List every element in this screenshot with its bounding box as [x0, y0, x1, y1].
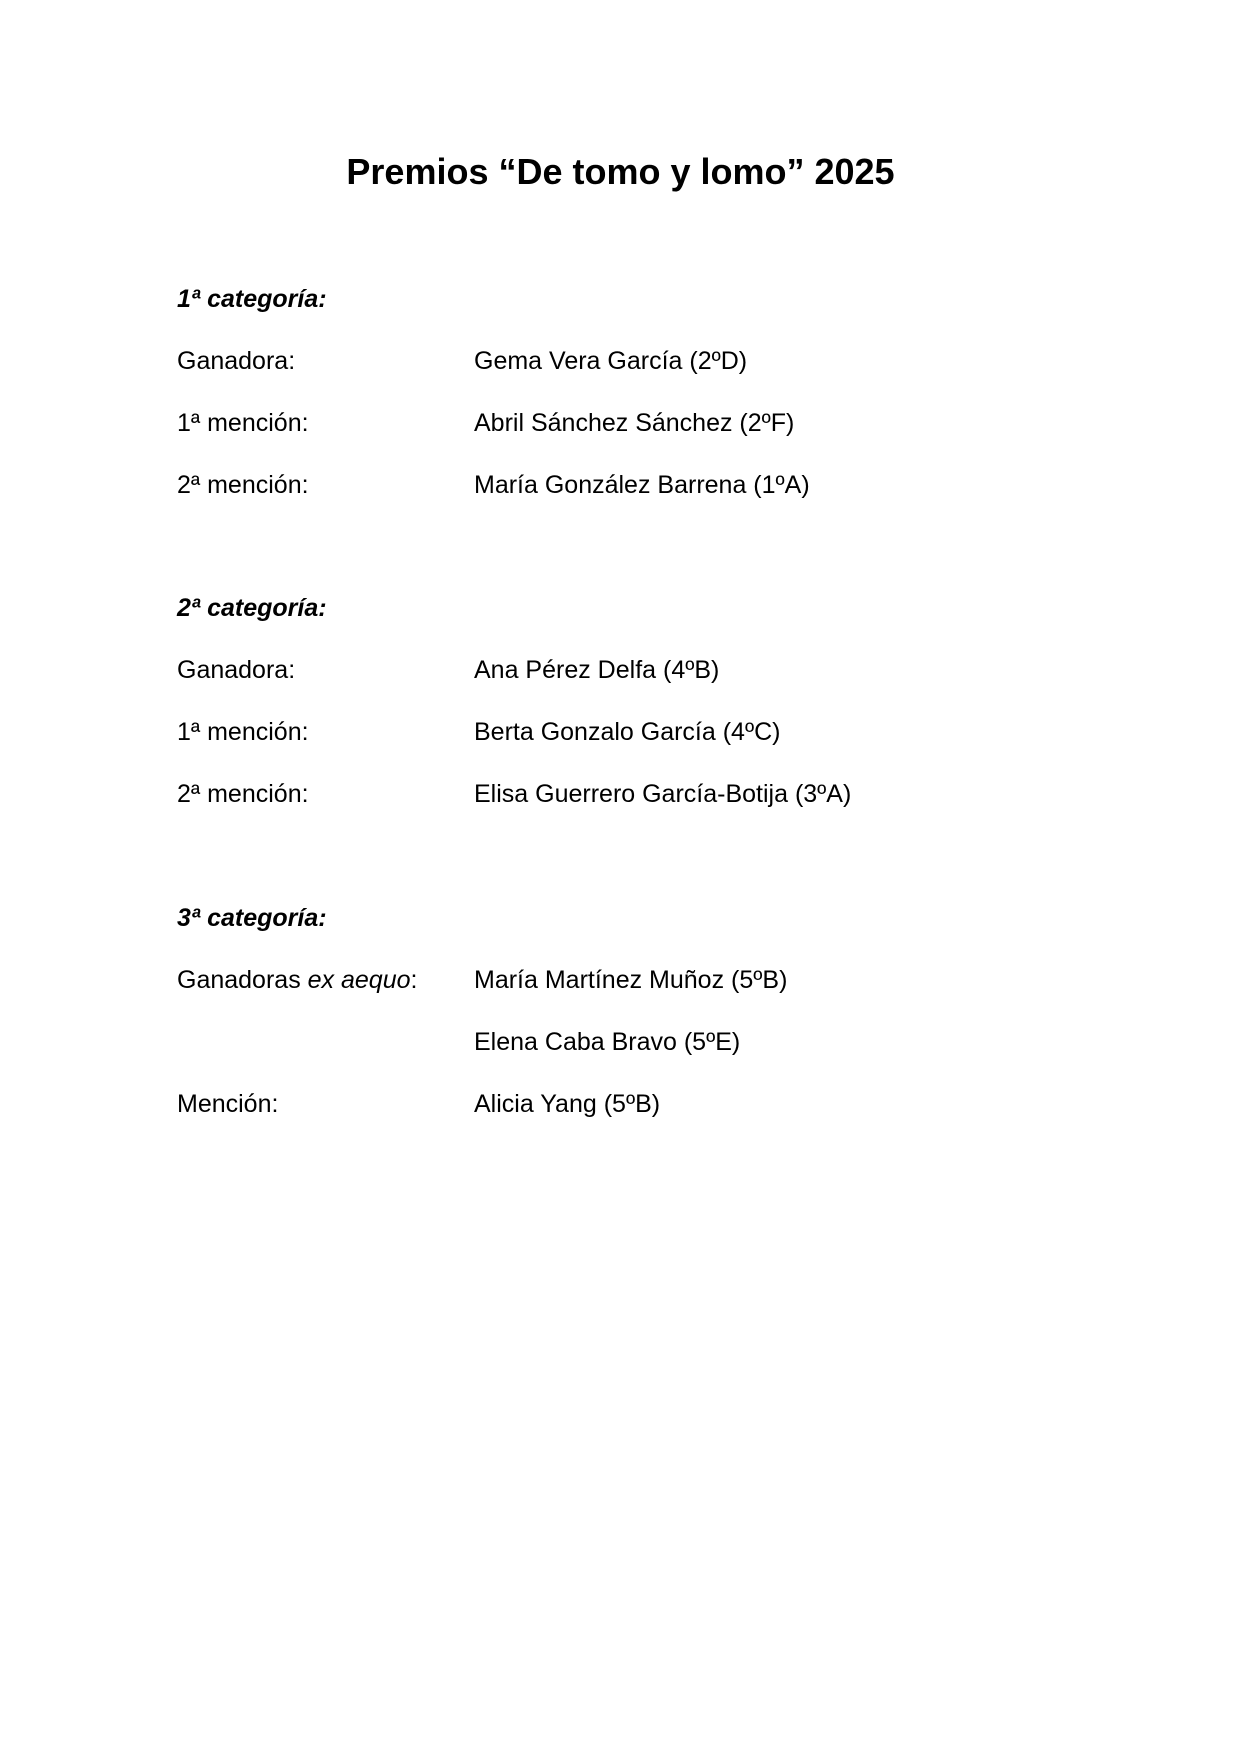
- award-row: [177, 717, 1077, 779]
- award-row: [177, 1089, 1077, 1151]
- award-label-prefix: Ganadoras: [177, 966, 308, 994]
- award-row: [177, 779, 1077, 841]
- award-label: 1ª mención:: [177, 718, 309, 746]
- award-row: [177, 470, 1077, 532]
- category-section-1: [177, 284, 1077, 532]
- award-winner: Elena Caba Bravo (5ºE): [474, 1028, 741, 1056]
- award-winner: Ana Pérez Delfa (4ºB): [474, 656, 720, 684]
- award-row: [177, 1027, 1077, 1089]
- award-label-suffix: :: [410, 966, 418, 994]
- award-label: 2ª mención:: [177, 780, 309, 808]
- award-winner: Berta Gonzalo García (4ºC): [474, 718, 781, 746]
- award-label-latin: ex aequo: [307, 966, 411, 994]
- award-winner: Alicia Yang (5ºB): [474, 1090, 661, 1118]
- category-section-3: [177, 903, 1077, 1151]
- award-row: [177, 965, 1077, 1027]
- award-label: [177, 965, 474, 995]
- category-heading: 1ª categoría:: [177, 285, 327, 313]
- category-heading: 3ª categoría:: [177, 904, 327, 932]
- award-winner: María Martínez Muñoz (5ºB): [474, 966, 788, 994]
- award-label: Mención:: [177, 1090, 279, 1118]
- award-row: [177, 408, 1077, 470]
- award-winner: María González Barrena (1ºA): [474, 471, 810, 499]
- award-winner: Gema Vera García (2ºD): [474, 347, 748, 375]
- category-heading: 2ª categoría:: [177, 594, 327, 622]
- award-label: Ganadora:: [177, 656, 296, 684]
- award-label: 2ª mención:: [177, 471, 309, 499]
- award-label: 1ª mención:: [177, 409, 309, 437]
- award-winner: Abril Sánchez Sánchez (2ºF): [474, 409, 795, 437]
- award-winner: Elisa Guerrero García-Botija (3ºA): [474, 780, 852, 808]
- document-title: Premios “De tomo y lomo” 2025: [346, 151, 895, 192]
- award-label: Ganadora:: [177, 347, 296, 375]
- award-row: [177, 655, 1077, 717]
- award-row: [177, 346, 1077, 408]
- category-section-2: [177, 593, 1077, 841]
